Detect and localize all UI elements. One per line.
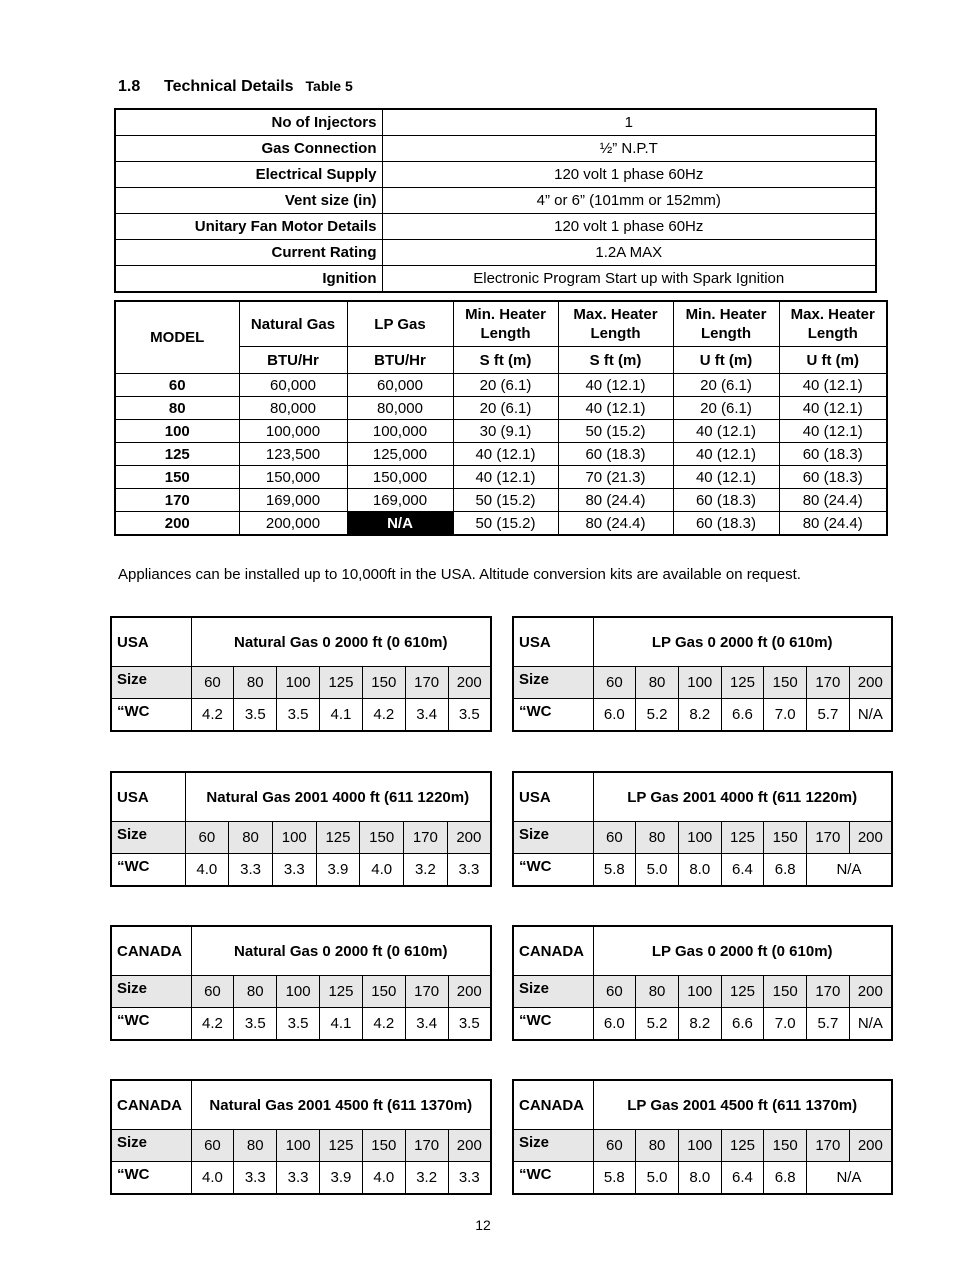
wc-label: “WC: [111, 699, 191, 732]
table-cell: 40 (12.1): [779, 397, 887, 420]
gas-pressure-table: [512, 925, 893, 1041]
wc-cell: 3.9: [316, 854, 360, 887]
size-cell: 60: [593, 1130, 636, 1162]
wc-cell: 4.1: [320, 699, 363, 732]
size-cell: 150: [764, 1130, 807, 1162]
pressure-table-title: Natural Gas 0 2000 ft (0 610m): [191, 617, 491, 667]
pressure-table-title: Natural Gas 2001 4500 ft (611 1370m): [191, 1080, 491, 1130]
wc-cell: 5.0: [636, 854, 679, 887]
column-header: Max. Heater Length: [779, 301, 887, 347]
unit-header: BTU/Hr: [239, 347, 347, 374]
size-cell: 200: [447, 822, 491, 854]
wc-cell: 7.0: [764, 699, 807, 732]
gas-pressure-table: [512, 1079, 893, 1195]
table-cell: 60,000: [347, 374, 453, 397]
size-cell: 80: [636, 976, 679, 1008]
table-cell: 20 (6.1): [453, 397, 558, 420]
wc-cell: 4.0: [362, 1162, 405, 1195]
size-cell: 170: [807, 1130, 850, 1162]
wc-cell: 3.3: [277, 1162, 320, 1195]
table-cell: 80,000: [347, 397, 453, 420]
pressure-table-title: Natural Gas 0 2000 ft (0 610m): [191, 926, 491, 976]
spec-label: Current Rating: [115, 240, 382, 266]
wc-cell: 7.0: [764, 1008, 807, 1041]
unit-header: BTU/Hr: [347, 347, 453, 374]
size-cell: 170: [404, 822, 448, 854]
wc-cell: 3.2: [404, 854, 448, 887]
size-cell: 80: [234, 1130, 277, 1162]
table-row: [115, 420, 887, 443]
wc-row: [513, 854, 892, 887]
unit-header: S ft (m): [558, 347, 673, 374]
wc-label: “WC: [111, 1162, 191, 1195]
wc-cell: 3.3: [448, 1162, 491, 1195]
wc-cell: 6.4: [721, 854, 764, 887]
table-cell: 40 (12.1): [673, 443, 779, 466]
size-cell: 60: [593, 976, 636, 1008]
wc-cell: 6.0: [593, 1008, 636, 1041]
table-cell: 169,000: [347, 489, 453, 512]
size-cell: 150: [360, 822, 404, 854]
size-cell: 100: [678, 667, 721, 699]
gas-pressure-table: [110, 925, 492, 1041]
wc-cell: 3.5: [234, 1008, 277, 1041]
table-row: [115, 374, 887, 397]
table-cell: 40 (12.1): [453, 466, 558, 489]
wc-label: “WC: [513, 699, 593, 732]
spec-row: [115, 109, 876, 136]
size-cell: 80: [636, 667, 679, 699]
size-cell: 100: [678, 1130, 721, 1162]
model-cell: 170: [115, 489, 239, 512]
wc-cell: 6.6: [721, 699, 764, 732]
model-cell: 150: [115, 466, 239, 489]
region-label: CANADA: [111, 1080, 191, 1130]
size-cell: 150: [764, 667, 807, 699]
size-cell: 80: [636, 822, 679, 854]
size-cell: 200: [849, 976, 892, 1008]
model-table: [114, 300, 888, 536]
size-cell: 60: [185, 822, 229, 854]
wc-cell: N/A: [807, 1162, 892, 1195]
wc-cell: 5.0: [636, 1162, 679, 1195]
table-cell: 80 (24.4): [779, 512, 887, 536]
wc-row: [513, 1162, 892, 1195]
wc-cell: 3.5: [277, 699, 320, 732]
spec-label: Vent size (in): [115, 188, 382, 214]
pressure-table-title: LP Gas 2001 4000 ft (611 1220m): [593, 772, 892, 822]
table-row: [115, 489, 887, 512]
size-cell: 100: [277, 976, 320, 1008]
size-cell: 150: [764, 976, 807, 1008]
table-cell: 40 (12.1): [558, 397, 673, 420]
wc-cell: 6.8: [764, 854, 807, 887]
size-cell: 170: [405, 1130, 448, 1162]
spec-label: Ignition: [115, 266, 382, 293]
table-cell: 80 (24.4): [558, 512, 673, 536]
table-cell: 200,000: [239, 512, 347, 536]
wc-cell: 5.8: [593, 1162, 636, 1195]
region-label: CANADA: [513, 926, 593, 976]
model-cell: 125: [115, 443, 239, 466]
wc-cell: 5.7: [807, 699, 850, 732]
size-cell: 150: [362, 976, 405, 1008]
size-row: [513, 667, 892, 699]
table-label: Table 5: [305, 78, 353, 94]
table-cell: 80 (24.4): [779, 489, 887, 512]
unit-header: U ft (m): [673, 347, 779, 374]
size-cell: 80: [229, 822, 273, 854]
wc-cell: 3.5: [234, 699, 277, 732]
table-cell: 40 (12.1): [779, 374, 887, 397]
size-cell: 100: [277, 667, 320, 699]
spec-value: 1: [382, 109, 876, 136]
gas-pressure-table: [110, 1079, 492, 1195]
spec-value: 120 volt 1 phase 60Hz: [382, 162, 876, 188]
size-cell: 150: [362, 667, 405, 699]
wc-cell: 6.4: [721, 1162, 764, 1195]
wc-cell: 8.2: [678, 699, 721, 732]
table-cell: 60,000: [239, 374, 347, 397]
table-row: [115, 512, 887, 536]
table-cell: 40 (12.1): [673, 466, 779, 489]
wc-cell: N/A: [807, 854, 892, 887]
gas-pressure-table: [512, 616, 893, 732]
page-number: 12: [475, 1217, 491, 1233]
wc-row: [513, 699, 892, 732]
wc-cell: 4.2: [362, 1008, 405, 1041]
spec-value: 120 volt 1 phase 60Hz: [382, 214, 876, 240]
table-cell: 40 (12.1): [453, 443, 558, 466]
wc-cell: 3.3: [234, 1162, 277, 1195]
spec-value: 4” or 6” (101mm or 152mm): [382, 188, 876, 214]
size-row: [111, 667, 491, 699]
size-cell: 60: [593, 667, 636, 699]
table-cell: 50 (15.2): [558, 420, 673, 443]
wc-cell: 4.0: [191, 1162, 234, 1195]
wc-cell: 3.3: [272, 854, 316, 887]
column-header: Natural Gas: [239, 301, 347, 347]
size-cell: 125: [320, 976, 363, 1008]
gas-pressure-table: [110, 616, 492, 732]
size-cell: 200: [849, 822, 892, 854]
table-cell: 80 (24.4): [558, 489, 673, 512]
wc-label: “WC: [111, 854, 185, 887]
wc-cell: 3.4: [405, 1008, 448, 1041]
size-cell: 170: [807, 667, 850, 699]
pressure-header-row: [513, 617, 892, 667]
model-cell: 60: [115, 374, 239, 397]
pressure-header-row: [513, 772, 892, 822]
wc-label: “WC: [513, 1008, 593, 1041]
section-number: 1.8: [118, 78, 141, 95]
table-row: [115, 397, 887, 420]
table-cell: 50 (15.2): [453, 512, 558, 536]
region-label: USA: [111, 772, 185, 822]
size-cell: 100: [272, 822, 316, 854]
table-cell: 123,500: [239, 443, 347, 466]
wc-cell: 3.3: [229, 854, 273, 887]
size-cell: 60: [191, 976, 234, 1008]
wc-cell: 5.2: [636, 1008, 679, 1041]
pressure-header-row: [111, 1080, 491, 1130]
spec-row: [115, 266, 876, 293]
pressure-header-row: [111, 617, 491, 667]
size-label: Size: [513, 976, 593, 1008]
table-cell: 60 (18.3): [673, 489, 779, 512]
wc-cell: 5.8: [593, 854, 636, 887]
pressure-header-row: [111, 926, 491, 976]
pressure-table-title: LP Gas 0 2000 ft (0 610m): [593, 926, 892, 976]
column-header: Max. Heater Length: [558, 301, 673, 347]
spec-value: ½” N.P.T: [382, 136, 876, 162]
spec-row: [115, 214, 876, 240]
size-cell: 125: [721, 822, 764, 854]
size-label: Size: [513, 822, 593, 854]
size-label: Size: [513, 1130, 593, 1162]
wc-cell: 6.0: [593, 699, 636, 732]
table-cell: 60 (18.3): [673, 512, 779, 536]
table-cell: 100,000: [347, 420, 453, 443]
size-cell: 125: [320, 667, 363, 699]
wc-cell: 3.5: [448, 699, 491, 732]
table-cell: 20 (6.1): [673, 397, 779, 420]
wc-row: [111, 854, 491, 887]
size-cell: 100: [678, 976, 721, 1008]
table-row: [115, 443, 887, 466]
size-cell: 170: [405, 667, 448, 699]
column-header: Min. Heater Length: [453, 301, 558, 347]
size-cell: 170: [405, 976, 448, 1008]
table-cell: 60 (18.3): [558, 443, 673, 466]
spec-value: Electronic Program Start up with Spark Ignition: [382, 266, 876, 293]
size-row: [111, 1130, 491, 1162]
gas-pressure-table: [512, 771, 893, 887]
size-cell: 150: [764, 822, 807, 854]
spec-row: [115, 188, 876, 214]
section-title: Technical Details: [164, 78, 294, 95]
size-row: [111, 976, 491, 1008]
size-cell: 170: [807, 976, 850, 1008]
unit-header: U ft (m): [779, 347, 887, 374]
spec-row: [115, 240, 876, 266]
wc-label: “WC: [513, 1162, 593, 1195]
wc-cell: 8.2: [678, 1008, 721, 1041]
table-cell: 169,000: [239, 489, 347, 512]
wc-row: [513, 1008, 892, 1041]
column-header: Min. Heater Length: [673, 301, 779, 347]
size-cell: 60: [191, 667, 234, 699]
wc-cell: 8.0: [678, 854, 721, 887]
wc-cell: 4.0: [360, 854, 404, 887]
table-cell: 20 (6.1): [453, 374, 558, 397]
wc-cell: N/A: [849, 1008, 892, 1041]
spec-row: [115, 162, 876, 188]
na-cell: N/A: [347, 512, 453, 536]
wc-cell: 4.0: [185, 854, 229, 887]
size-cell: 80: [636, 1130, 679, 1162]
wc-cell: N/A: [849, 699, 892, 732]
model-header-row: [115, 301, 887, 347]
wc-row: [111, 1162, 491, 1195]
column-header: LP Gas: [347, 301, 453, 347]
model-cell: 80: [115, 397, 239, 420]
size-row: [513, 976, 892, 1008]
unit-header: S ft (m): [453, 347, 558, 374]
size-cell: 200: [448, 667, 491, 699]
size-cell: 100: [678, 822, 721, 854]
wc-label: “WC: [513, 854, 593, 887]
size-cell: 125: [316, 822, 360, 854]
spec-row: [115, 136, 876, 162]
wc-cell: 6.8: [764, 1162, 807, 1195]
spec-value: 1.2A MAX: [382, 240, 876, 266]
section-heading: [118, 78, 353, 96]
wc-cell: 8.0: [678, 1162, 721, 1195]
wc-cell: 5.7: [807, 1008, 850, 1041]
table-cell: 125,000: [347, 443, 453, 466]
wc-cell: 4.2: [191, 1008, 234, 1041]
pressure-header-row: [513, 926, 892, 976]
table-row: [115, 466, 887, 489]
size-cell: 60: [191, 1130, 234, 1162]
wc-row: [111, 1008, 491, 1041]
table-cell: 20 (6.1): [673, 374, 779, 397]
size-cell: 80: [234, 667, 277, 699]
size-cell: 80: [234, 976, 277, 1008]
altitude-note: Appliances can be installed up to 10,000ft in the USA. Altitude conversion kits are available on request.: [118, 566, 801, 583]
size-row: [513, 822, 892, 854]
size-label: Size: [111, 667, 191, 699]
size-cell: 125: [721, 667, 764, 699]
pressure-header-row: [513, 1080, 892, 1130]
size-label: Size: [513, 667, 593, 699]
wc-label: “WC: [111, 1008, 191, 1041]
wc-cell: 3.2: [405, 1162, 448, 1195]
wc-cell: 3.3: [447, 854, 491, 887]
model-cell: 100: [115, 420, 239, 443]
size-cell: 150: [362, 1130, 405, 1162]
table-cell: 40 (12.1): [558, 374, 673, 397]
size-label: Size: [111, 976, 191, 1008]
region-label: CANADA: [513, 1080, 593, 1130]
spec-table: [114, 108, 877, 293]
table-cell: 70 (21.3): [558, 466, 673, 489]
wc-cell: 6.6: [721, 1008, 764, 1041]
wc-cell: 3.5: [277, 1008, 320, 1041]
size-row: [513, 1130, 892, 1162]
region-label: USA: [513, 617, 593, 667]
pressure-header-row: [111, 772, 491, 822]
wc-row: [111, 699, 491, 732]
wc-cell: 3.5: [448, 1008, 491, 1041]
size-cell: 100: [277, 1130, 320, 1162]
model-cell: 200: [115, 512, 239, 536]
spec-label: Gas Connection: [115, 136, 382, 162]
table-cell: 150,000: [239, 466, 347, 489]
spec-label: Electrical Supply: [115, 162, 382, 188]
size-cell: 200: [849, 1130, 892, 1162]
pressure-table-title: LP Gas 2001 4500 ft (611 1370m): [593, 1080, 892, 1130]
wc-cell: 5.2: [636, 699, 679, 732]
table-cell: 30 (9.1): [453, 420, 558, 443]
pressure-table-title: LP Gas 0 2000 ft (0 610m): [593, 617, 892, 667]
spec-label: Unitary Fan Motor Details: [115, 214, 382, 240]
size-cell: 125: [721, 976, 764, 1008]
size-cell: 60: [593, 822, 636, 854]
table-cell: 100,000: [239, 420, 347, 443]
size-label: Size: [111, 822, 185, 854]
size-cell: 170: [807, 822, 850, 854]
wc-cell: 4.1: [320, 1008, 363, 1041]
wc-cell: 3.4: [405, 699, 448, 732]
size-cell: 125: [721, 1130, 764, 1162]
table-cell: 80,000: [239, 397, 347, 420]
table-cell: 60 (18.3): [779, 466, 887, 489]
size-row: [111, 822, 491, 854]
gas-pressure-table: [110, 771, 492, 887]
region-label: USA: [111, 617, 191, 667]
table-cell: 50 (15.2): [453, 489, 558, 512]
region-label: CANADA: [111, 926, 191, 976]
wc-cell: 4.2: [362, 699, 405, 732]
pressure-table-title: Natural Gas 2001 4000 ft (611 1220m): [185, 772, 491, 822]
size-label: Size: [111, 1130, 191, 1162]
wc-cell: 4.2: [191, 699, 234, 732]
table-cell: 150,000: [347, 466, 453, 489]
table-cell: 60 (18.3): [779, 443, 887, 466]
model-header: MODEL: [115, 301, 239, 374]
size-cell: 200: [448, 1130, 491, 1162]
table-cell: 40 (12.1): [673, 420, 779, 443]
wc-cell: 3.9: [320, 1162, 363, 1195]
spec-label: No of Injectors: [115, 109, 382, 136]
size-cell: 125: [320, 1130, 363, 1162]
size-cell: 200: [849, 667, 892, 699]
table-cell: 40 (12.1): [779, 420, 887, 443]
size-cell: 200: [448, 976, 491, 1008]
region-label: USA: [513, 772, 593, 822]
